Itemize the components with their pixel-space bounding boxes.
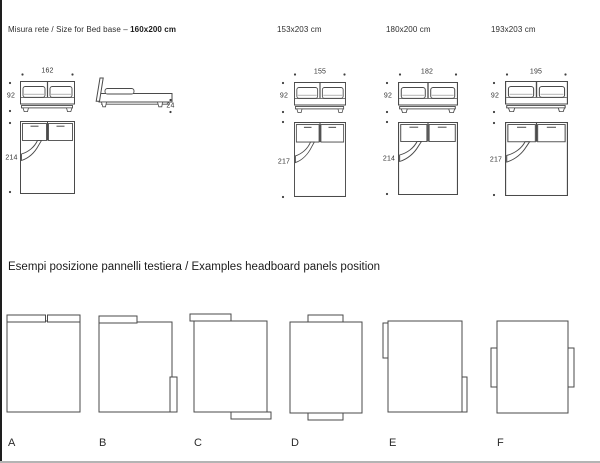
dim-height-bed4: 92: [490, 92, 500, 100]
headboard-example-A: [5, 313, 82, 414]
headboard-example-F: [489, 319, 576, 415]
example-label-C: C: [194, 437, 202, 449]
headboard-example-E: [381, 319, 469, 415]
size-header-180x200: 180x200 cm: [386, 25, 431, 34]
headboard-example-C: [188, 311, 274, 421]
size-header-153x203: 153x203 cm: [277, 25, 322, 34]
dim-depth-bed3: 214: [382, 155, 396, 163]
dim-width-bed4: 195: [529, 68, 543, 75]
dim-depth-bed2: 217: [277, 158, 291, 166]
headboard-example-D: [288, 313, 366, 422]
example-label-A: A: [8, 437, 16, 449]
dim-depth-bed1: 214: [5, 154, 18, 162]
dim-height-bed1: 92: [6, 92, 16, 100]
headboard-example-B: [96, 313, 180, 414]
dim-depth-bed4: 217: [489, 156, 503, 164]
dim-frame-height-bed1: 24: [166, 102, 175, 110]
page-title-prefix: Misura rete / Size for Bed base –: [8, 25, 131, 34]
example-label-D: D: [291, 437, 299, 449]
dim-height-bed3: 92: [383, 92, 393, 100]
dim-width-bed3: 182: [420, 68, 434, 75]
example-label-F: F: [497, 437, 504, 449]
example-label-B: B: [99, 437, 107, 449]
examples-section-title: Esempi posizione pannelli testiera / Examples headboard panels position: [8, 261, 381, 273]
page-title-size: 160x200 cm: [130, 25, 177, 34]
example-label-E: E: [389, 437, 397, 449]
dim-height-bed2: 92: [279, 92, 289, 100]
dim-width-bed1: 162: [41, 67, 54, 75]
dim-width-bed2: 155: [313, 68, 327, 75]
size-header-193x203: 193x203 cm: [491, 25, 536, 34]
